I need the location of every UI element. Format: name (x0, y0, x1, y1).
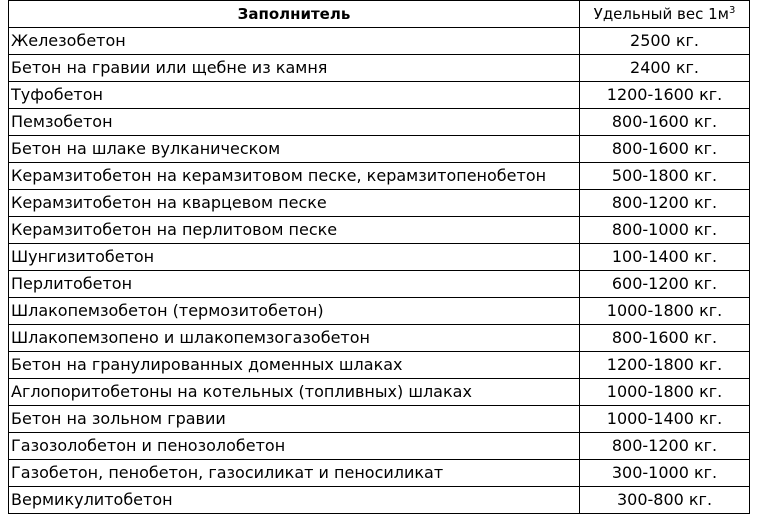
filler-name-cell: Туфобетон (9, 82, 580, 109)
weight-value-cell: 1200-1800 кг. (580, 352, 750, 379)
header-weight (580, 1, 750, 28)
weight-value-cell: 300-800 кг. (580, 487, 750, 514)
table-row (9, 217, 750, 244)
table-row (9, 352, 750, 379)
filler-name-cell: Бетон на гравии или щебне из камня (9, 55, 580, 82)
header-weight-sup: 3 (728, 5, 736, 16)
weight-value-cell: 800-1600 кг. (580, 136, 750, 163)
weight-value-cell: 2500 кг. (580, 28, 750, 55)
weight-value-cell: 300-1000 кг. (580, 460, 750, 487)
filler-name-cell: Бетон на шлаке вулканическом (9, 136, 580, 163)
weight-value-cell: 2400 кг. (580, 55, 750, 82)
filler-name-cell: Пемзобетон (9, 109, 580, 136)
table-row (9, 28, 750, 55)
weight-value-cell: 100-1400 кг. (580, 244, 750, 271)
header-weight-text: Удельный вес 1м (593, 5, 729, 23)
table-row (9, 406, 750, 433)
weight-value-cell: 1000-1800 кг. (580, 298, 750, 325)
weight-value-cell: 600-1200 кг. (580, 271, 750, 298)
table-header-row (9, 1, 750, 28)
density-table (8, 0, 750, 514)
table-row (9, 271, 750, 298)
filler-name-cell: Керамзитобетон на перлитовом песке (9, 217, 580, 244)
table-row (9, 379, 750, 406)
filler-name-cell: Бетон на зольном гравии (9, 406, 580, 433)
table-row (9, 190, 750, 217)
filler-name-cell: Аглопоритобетоны на котельных (топливных) шлаках (9, 379, 580, 406)
weight-value-cell: 800-1200 кг. (580, 433, 750, 460)
header-filler: Заполнитель (9, 1, 580, 28)
filler-name-cell: Бетон на гранулированных доменных шлаках (9, 352, 580, 379)
weight-value-cell: 1000-1800 кг. (580, 379, 750, 406)
table-row (9, 460, 750, 487)
table-row (9, 298, 750, 325)
filler-name-cell: Газозолобетон и пенозолобетон (9, 433, 580, 460)
weight-value-cell: 800-1600 кг. (580, 325, 750, 352)
table-row (9, 163, 750, 190)
table-row (9, 487, 750, 514)
filler-name-cell: Шлакопемзобетон (термозитобетон) (9, 298, 580, 325)
table-row (9, 82, 750, 109)
density-table-container (8, 0, 749, 514)
filler-name-cell: Шлакопемзопено и шлакопемзогазобетон (9, 325, 580, 352)
table-row (9, 136, 750, 163)
weight-value-cell: 1000-1400 кг. (580, 406, 750, 433)
filler-name-cell: Вермикулитобетон (9, 487, 580, 514)
filler-name-cell: Железобетон (9, 28, 580, 55)
table-row (9, 55, 750, 82)
filler-name-cell: Шунгизитобетон (9, 244, 580, 271)
weight-value-cell: 800-1000 кг. (580, 217, 750, 244)
table-row (9, 433, 750, 460)
table-row (9, 325, 750, 352)
table-row (9, 244, 750, 271)
filler-name-cell: Керамзитобетон на кварцевом песке (9, 190, 580, 217)
weight-value-cell: 800-1600 кг. (580, 109, 750, 136)
filler-name-cell: Керамзитобетон на керамзитовом песке, керамзитопенобетон (9, 163, 580, 190)
filler-name-cell: Газобетон, пенобетон, газосиликат и пеносиликат (9, 460, 580, 487)
table-row (9, 109, 750, 136)
weight-value-cell: 500-1800 кг. (580, 163, 750, 190)
filler-name-cell: Перлитобетон (9, 271, 580, 298)
weight-value-cell: 1200-1600 кг. (580, 82, 750, 109)
table-body (9, 28, 750, 514)
weight-value-cell: 800-1200 кг. (580, 190, 750, 217)
